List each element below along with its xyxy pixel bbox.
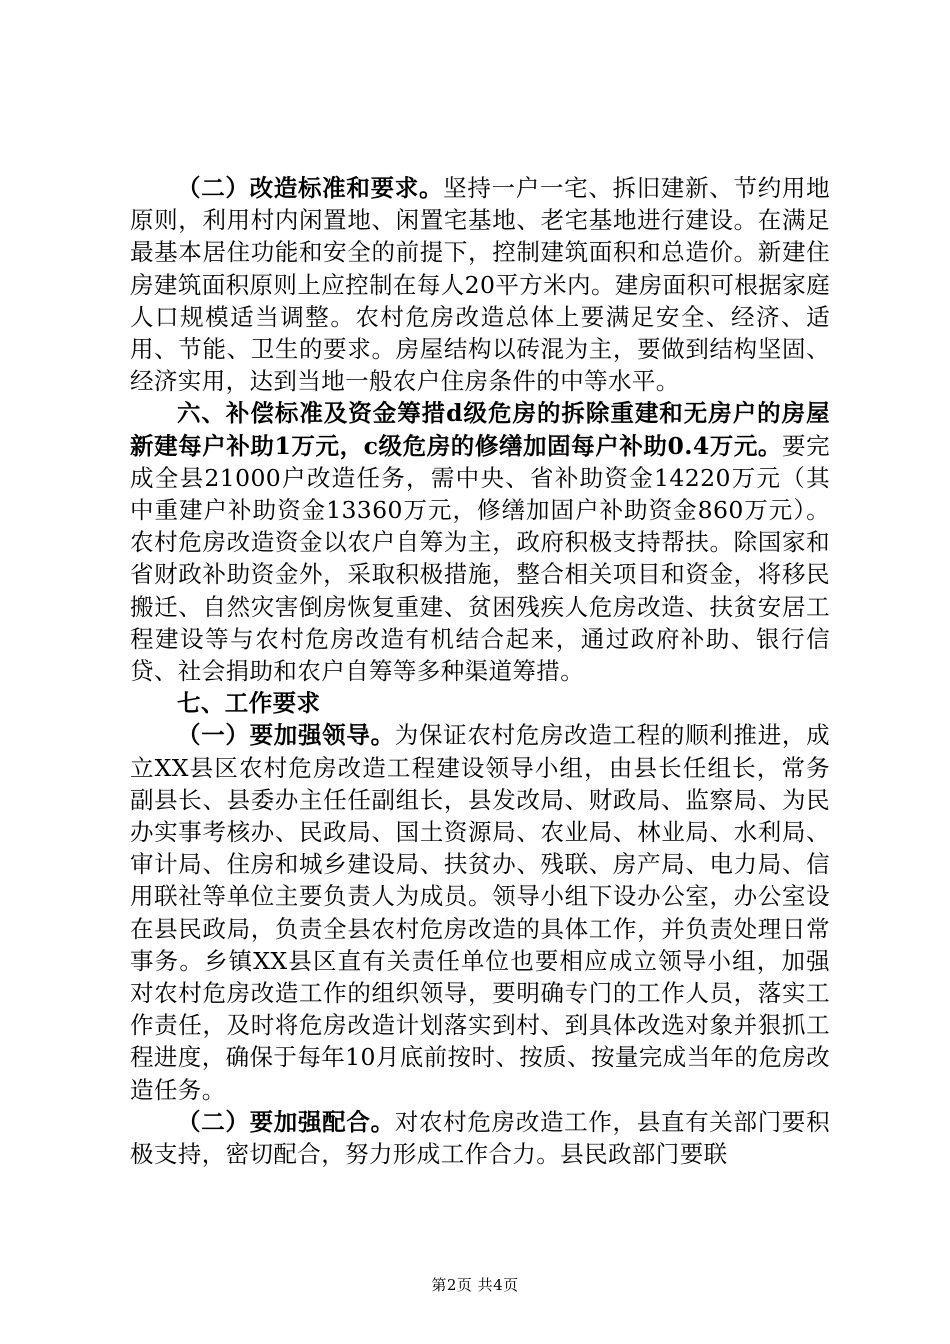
- paragraph-lead: （一）要加强领导。: [177, 721, 395, 750]
- paragraph-lead: 六、补偿标准及资金筹措d级危房的拆除重建和无房户的房屋新建每户补助1万元，c级危房的修缮加固每户补助0.4万元。: [130, 399, 830, 460]
- page-number-footer: 第2页 共4页: [431, 1276, 519, 1294]
- section-heading-work-requirements: 七、工作要求: [177, 689, 321, 718]
- paragraph-lead: （二）要加强配合。: [177, 1107, 395, 1136]
- paragraph-subsidy-funding: [130, 397, 830, 687]
- paragraph-text: 对农村危房改造工作，县直有关部门要积极支持，密切配合，努力形成工作合力。县民政部门要联: [130, 1107, 830, 1169]
- paragraph-text: 为保证农村危房改造工程的顺利推进，成立XX县区农村危房改造工程建设领导小组，由县长任组长，常务副县长、县委办主任任副组长，县发改局、财政局、监察局、为民办实事考核办、民政局、国土资源局、农业局、林业局、水利局、审计局、住房和城乡建设局、扶贫办、残联、房产局、电力局、信用联社等单位主要负责人为成员。领导小组下设办公室，办公室设在县民政局，负责全县农村危房改造的具体工作，并负责处理日常事务。乡镇XX县区直有关责任单位也要相应成立领导小组，加强对农村危房改造工作的组织领导，要明确专门的工作人员，落实工作责任，及时将危房改造计划落实到村、到具体改选对象并狠抓工程进度，确保于每年10月底前按时、按质、按量完成当年的危房改造任务。: [130, 721, 830, 1104]
- paragraph-text: 坚持一户一宅、拆旧建新、节约用地原则，利用村内闲置地、闲置宅基地、老宅基地进行建设。在满足最基本居住功能和安全的前提下，控制建筑面积和总造价。新建住房建筑面积原则上应控制在每人20平方米内。建房面积可根据家庭人口规模适当调整。农村危房改造总体上要满足安全、经济、适用、节能、卫生的要求。房屋结构以砖混为主，要做到结构坚固、经济实用，达到当地一般农户住房条件的中等水平。: [130, 174, 830, 396]
- paragraph-text: 要完成全县21000户改造任务，需中央、省补助资金14220万元（其中重建户补助资金13360万元，修缮加固户补助资金860万元）。农村危房改造资金以农户自筹为主，政府积极支持帮扶。除国家和省财政补助资金外，采取积极措施，整合相关项目和资金，将移民搬迁、自然灾害倒房恢复重建、贫困残疾人危房改造、扶贫安居工程建设等与农村危房改造有机结合起来，通过政府补助、银行信贷、社会捐助和农户自筹等多种渠道筹措。: [130, 431, 830, 686]
- paragraph-lead: （二）改造标准和要求。: [177, 174, 444, 202]
- paragraph-strengthen-cooperation: [130, 1106, 830, 1170]
- paragraph-renovation-standards: [130, 172, 830, 397]
- document-body: [130, 172, 830, 1170]
- paragraph-strengthen-leadership: [130, 719, 830, 1105]
